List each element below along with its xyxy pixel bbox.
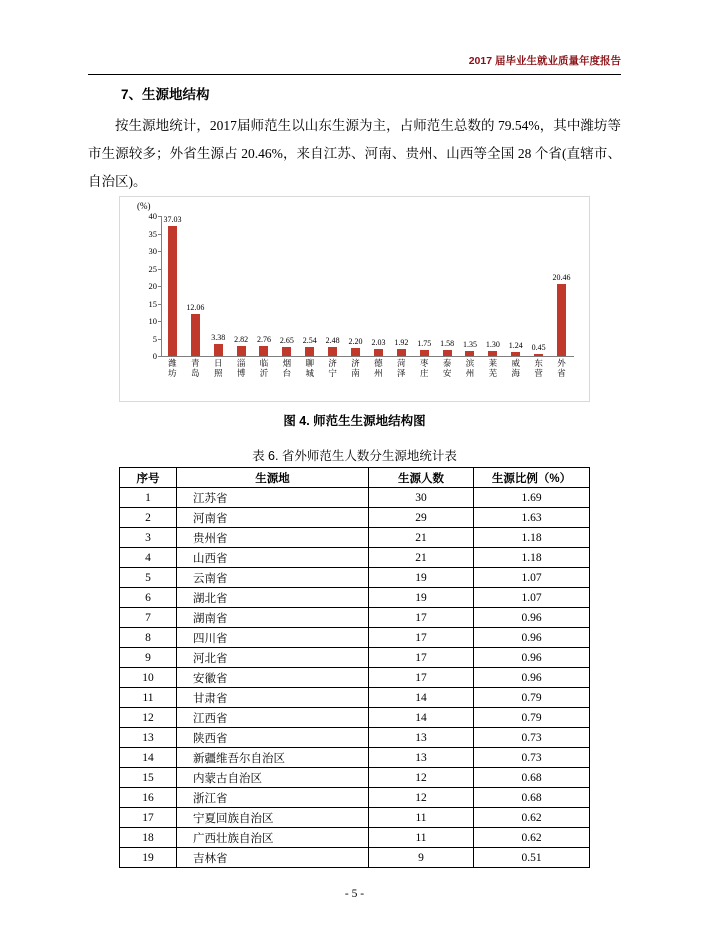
cell-count: 21 <box>369 548 474 568</box>
header-rule <box>88 74 621 75</box>
cell-ratio: 0.96 <box>474 668 590 688</box>
col-region: 生源地 <box>177 468 369 488</box>
table-row <box>120 548 590 568</box>
chart-bar-group <box>275 216 298 378</box>
cell-region: 甘肃省 <box>177 688 369 708</box>
cell-ratio: 1.07 <box>474 568 590 588</box>
chart-bar-value: 1.24 <box>508 340 523 350</box>
chart-x-label: 泰安 <box>442 358 452 378</box>
cell-region: 江苏省 <box>177 488 369 508</box>
cell-region: 吉林省 <box>177 848 369 868</box>
cell-count: 12 <box>369 788 474 808</box>
table-row <box>120 668 590 688</box>
cell-index: 6 <box>120 588 177 608</box>
cell-region: 陕西省 <box>177 728 369 748</box>
table-row <box>120 808 590 828</box>
chart-bar-value: 12.06 <box>186 302 205 312</box>
cell-region: 浙江省 <box>177 788 369 808</box>
chart-bar <box>394 338 409 356</box>
col-ratio: 生源比例（%） <box>474 468 590 488</box>
cell-index: 18 <box>120 828 177 848</box>
cell-count: 9 <box>369 848 474 868</box>
chart-x-label: 日照 <box>213 358 223 378</box>
chart-y-tick: 15 <box>148 298 157 309</box>
chart-bar-value: 2.54 <box>302 336 317 346</box>
chart-bar <box>186 302 205 356</box>
table-row <box>120 768 590 788</box>
chart-x-label: 东营 <box>534 358 543 378</box>
chart-bar <box>531 343 546 356</box>
chart-x-label: 外省 <box>557 358 566 378</box>
cell-index: 19 <box>120 848 177 868</box>
chart-y-tickmark <box>158 356 161 357</box>
chart-x-label: 济南 <box>351 358 360 378</box>
cell-ratio: 0.62 <box>474 808 590 828</box>
chart-x-label: 德州 <box>374 358 383 378</box>
cell-index: 2 <box>120 508 177 528</box>
cell-index: 8 <box>120 628 177 648</box>
chart-bar-value: 20.46 <box>552 273 571 283</box>
cell-count: 11 <box>369 808 474 828</box>
chart-bar <box>485 340 500 356</box>
cell-count: 14 <box>369 688 474 708</box>
table-row <box>120 788 590 808</box>
col-index: 序号 <box>120 468 177 488</box>
chart-bar <box>462 340 477 356</box>
table-row <box>120 568 590 588</box>
table-row <box>120 588 590 608</box>
table-body <box>120 488 590 868</box>
source-region-bar-chart <box>119 196 590 402</box>
cell-region: 云南省 <box>177 568 369 588</box>
chart-x-label: 济宁 <box>328 358 337 378</box>
chart-bar-value: 1.35 <box>462 340 477 350</box>
cell-index: 13 <box>120 728 177 748</box>
page-number: - 5 - <box>344 888 365 900</box>
chart-bar-group <box>321 216 344 378</box>
chart-bar <box>417 338 432 356</box>
cell-ratio: 0.68 <box>474 788 590 808</box>
table-row <box>120 688 590 708</box>
table-row <box>120 488 590 508</box>
chart-y-tick: 0 <box>152 351 157 361</box>
cell-ratio: 0.96 <box>474 628 590 648</box>
chart-bar-group <box>253 216 276 378</box>
chart-x-axis <box>161 356 574 357</box>
chart-bar-group <box>184 216 207 378</box>
chart-bar-group <box>344 216 367 378</box>
cell-region: 四川省 <box>177 628 369 648</box>
chart-bar <box>371 337 386 356</box>
chart-bar-group <box>459 216 482 378</box>
cell-ratio: 1.18 <box>474 528 590 548</box>
chart-bar-value: 3.38 <box>211 333 226 343</box>
chart-bar-value: 1.58 <box>440 339 455 349</box>
chart-x-label: 菏泽 <box>397 358 406 378</box>
table-row <box>120 748 590 768</box>
cell-count: 29 <box>369 508 474 528</box>
cell-region: 湖南省 <box>177 608 369 628</box>
chart-x-label: 聊城 <box>305 358 315 378</box>
cell-region: 贵州省 <box>177 528 369 548</box>
chart-x-label: 枣庄 <box>419 358 429 378</box>
cell-count: 21 <box>369 528 474 548</box>
chart-bar-group <box>161 215 184 378</box>
cell-region: 内蒙古自治区 <box>177 768 369 788</box>
chart-plot-area <box>148 211 573 378</box>
chart-bar-value: 37.03 <box>163 215 182 225</box>
chart-bar <box>211 333 226 356</box>
figure-caption: 图 4. 师范生生源地结构图 <box>283 414 426 428</box>
cell-region: 广西壮族自治区 <box>177 828 369 848</box>
chart-x-label: 淄博 <box>236 358 246 378</box>
chart-bar <box>552 273 571 356</box>
chart-y-tick: 30 <box>148 246 157 256</box>
cell-index: 3 <box>120 528 177 548</box>
table-row <box>120 528 590 548</box>
table-row <box>120 608 590 628</box>
chart-bar-value: 2.20 <box>348 337 363 347</box>
chart-bar-group <box>436 216 459 378</box>
chart-bar-group <box>481 216 504 378</box>
cell-count: 19 <box>369 588 474 608</box>
chart-bar-value: 2.76 <box>256 335 271 345</box>
cell-ratio: 0.79 <box>474 688 590 708</box>
chart-bar <box>234 335 249 356</box>
cell-count: 13 <box>369 748 474 768</box>
cell-index: 14 <box>120 748 177 768</box>
cell-index: 17 <box>120 808 177 828</box>
chart-bar-value: 1.92 <box>394 338 409 348</box>
cell-index: 5 <box>120 568 177 588</box>
cell-count: 17 <box>369 648 474 668</box>
chart-bar-value: 2.03 <box>371 337 386 347</box>
table-row <box>120 648 590 668</box>
cell-count: 19 <box>369 568 474 588</box>
cell-ratio: 1.07 <box>474 588 590 608</box>
cell-index: 16 <box>120 788 177 808</box>
cell-index: 4 <box>120 548 177 568</box>
chart-y-tick: 40 <box>148 211 157 221</box>
chart-bar-group <box>207 216 230 378</box>
chart-bar <box>508 340 523 356</box>
chart-x-label: 莱芜 <box>488 358 498 378</box>
chart-bar-value: 2.65 <box>279 335 294 345</box>
cell-ratio: 0.96 <box>474 608 590 628</box>
cell-count: 11 <box>369 828 474 848</box>
chart-y-tick: 20 <box>148 281 157 291</box>
chart-x-label: 青岛 <box>191 358 200 378</box>
chart-bar-value: 1.30 <box>485 340 500 350</box>
table-row <box>120 848 590 868</box>
table-header-row <box>120 468 590 488</box>
cell-count: 13 <box>369 728 474 748</box>
table-row <box>120 508 590 528</box>
table-row <box>120 708 590 728</box>
chart-y-tick: 5 <box>152 333 157 344</box>
cell-region: 湖北省 <box>177 588 369 608</box>
cell-ratio: 1.69 <box>474 488 590 508</box>
chart-bar-group <box>298 216 321 378</box>
section-paragraph: 按生源地统计，2017届师范生以山东生源为主，占师范生总数的 79.54%，其中潍坊等市生源较多；外省生源占 20.46%，来自江苏、河南、贵州、山西等全国 28 个省(直辖市、自治区)。 <box>88 118 621 189</box>
chart-bar <box>325 336 340 356</box>
chart-bar-group <box>550 216 573 378</box>
cell-count: 17 <box>369 668 474 688</box>
cell-region: 安徽省 <box>177 668 369 688</box>
cell-ratio: 0.73 <box>474 748 590 768</box>
chart-bar-value: 0.45 <box>531 343 546 353</box>
section-title: 7、生源地结构 <box>121 87 210 102</box>
cell-count: 17 <box>369 608 474 628</box>
cell-index: 15 <box>120 768 177 788</box>
table-row <box>120 828 590 848</box>
cell-ratio: 0.62 <box>474 828 590 848</box>
cell-ratio: 1.18 <box>474 548 590 568</box>
chart-bar-group <box>527 216 550 378</box>
cell-region: 宁夏回族自治区 <box>177 808 369 828</box>
cell-region: 河北省 <box>177 648 369 668</box>
table-row <box>120 728 590 748</box>
chart-bar <box>440 339 455 356</box>
cell-ratio: 1.63 <box>474 508 590 528</box>
chart-bar-group <box>367 216 390 378</box>
chart-bar-group <box>504 216 527 378</box>
cell-ratio: 0.68 <box>474 768 590 788</box>
cell-index: 12 <box>120 708 177 728</box>
cell-count: 12 <box>369 768 474 788</box>
chart-x-label: 临沂 <box>259 358 269 378</box>
chart-bar <box>163 215 182 356</box>
chart-bar-value: 2.48 <box>325 336 340 346</box>
chart-bar <box>348 337 363 356</box>
cell-ratio: 0.73 <box>474 728 590 748</box>
cell-ratio: 0.51 <box>474 848 590 868</box>
chart-y-tick: 10 <box>148 316 157 326</box>
cell-ratio: 0.96 <box>474 648 590 668</box>
cell-count: 14 <box>369 708 474 728</box>
running-head: 2017 届毕业生就业质量年度报告 <box>468 55 621 67</box>
col-count: 生源人数 <box>369 468 474 488</box>
chart-bar <box>302 336 317 356</box>
cell-region: 江西省 <box>177 708 369 728</box>
chart-x-label: 潍坊 <box>168 358 177 378</box>
cell-ratio: 0.79 <box>474 708 590 728</box>
chart-x-label: 威海 <box>511 358 521 378</box>
cell-region: 山西省 <box>177 548 369 568</box>
cell-index: 10 <box>120 668 177 688</box>
table-row <box>120 628 590 648</box>
chart-bar <box>256 335 271 356</box>
chart-x-label: 烟台 <box>282 358 292 378</box>
chart-y-tick: 35 <box>148 228 157 239</box>
chart-x-label: 滨州 <box>465 358 475 378</box>
chart-unit-label: (%) <box>137 201 151 211</box>
chart-bar-group <box>390 216 413 378</box>
cell-index: 9 <box>120 648 177 668</box>
chart-bar-group <box>230 216 253 378</box>
cell-count: 17 <box>369 628 474 648</box>
cell-index: 1 <box>120 488 177 508</box>
cell-region: 新疆维吾尔自治区 <box>177 748 369 768</box>
chart-y-tick: 25 <box>148 263 157 274</box>
cell-index: 7 <box>120 608 177 628</box>
chart-bar-group <box>413 216 436 378</box>
chart-bar-value: 1.75 <box>417 338 432 348</box>
cell-index: 11 <box>120 688 177 708</box>
cell-region: 河南省 <box>177 508 369 528</box>
table-caption: 表 6. 省外师范生人数分生源地统计表 <box>252 449 457 463</box>
chart-bar <box>279 335 294 356</box>
province-source-table <box>119 467 590 868</box>
cell-count: 30 <box>369 488 474 508</box>
chart-bar-value: 2.82 <box>234 335 249 345</box>
